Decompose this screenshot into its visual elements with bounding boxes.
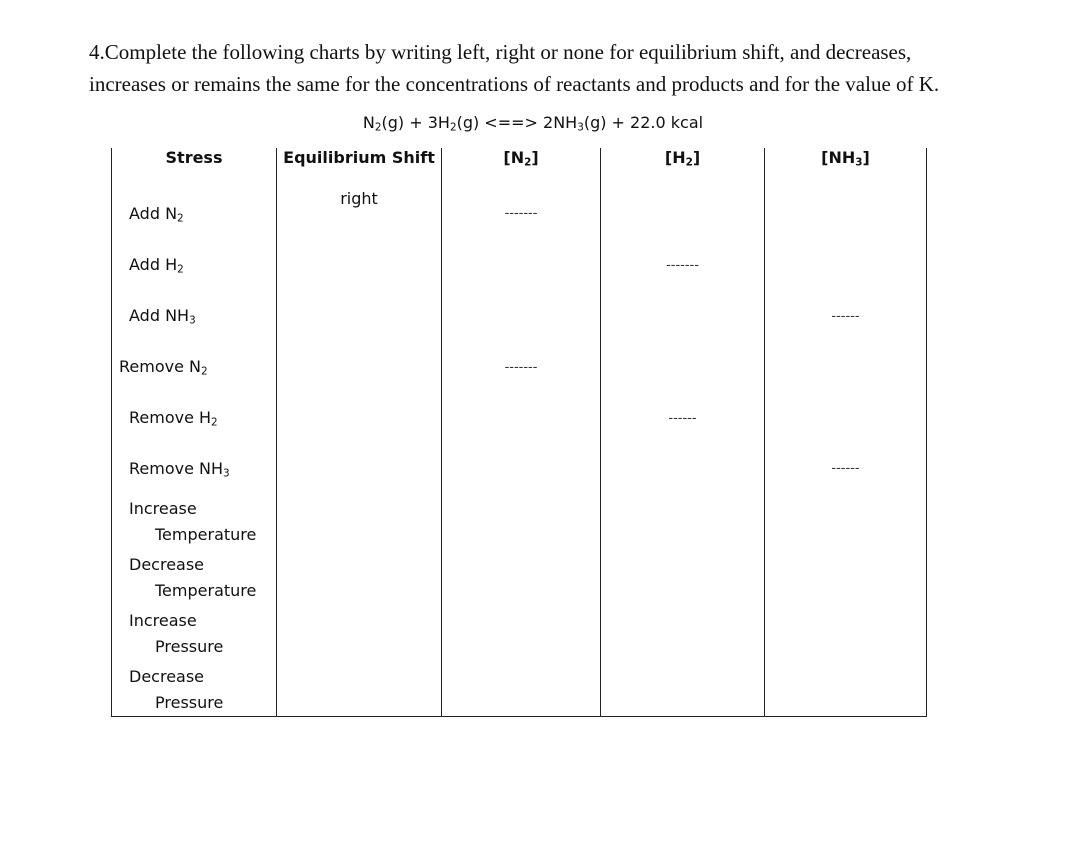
n2-cell[interactable] bbox=[442, 186, 601, 237]
nh3-cell[interactable] bbox=[765, 390, 927, 441]
stress-cell: Decrease Temperature bbox=[112, 548, 277, 604]
nh3-cell[interactable] bbox=[765, 604, 927, 660]
table-row bbox=[112, 492, 927, 548]
n2-cell[interactable] bbox=[442, 660, 601, 717]
stress-cell: Increase Temperature bbox=[112, 492, 277, 548]
n2-cell[interactable] bbox=[442, 548, 601, 604]
shift-cell[interactable] bbox=[277, 660, 442, 717]
h2-cell[interactable] bbox=[601, 492, 765, 548]
shift-cell[interactable] bbox=[277, 604, 442, 660]
table-row bbox=[112, 660, 927, 717]
n2-cell[interactable] bbox=[442, 492, 601, 548]
not-applicable-dash: ------- bbox=[504, 360, 538, 375]
shift-cell[interactable] bbox=[277, 288, 442, 339]
n2-cell[interactable] bbox=[442, 604, 601, 660]
nh3-cell[interactable] bbox=[765, 660, 927, 717]
table-row bbox=[112, 186, 927, 237]
stress-cell: Add $N_2$ bbox=[112, 186, 277, 237]
eq-nh3-sub: 3 bbox=[577, 121, 584, 134]
stress-cell: Decrease Pressure bbox=[112, 660, 277, 717]
nh3-cell[interactable] bbox=[765, 492, 927, 548]
h2-cell[interactable] bbox=[601, 390, 765, 441]
h2-cell[interactable] bbox=[601, 237, 765, 288]
h2-cell[interactable] bbox=[601, 186, 765, 237]
h2-cell[interactable] bbox=[601, 441, 765, 492]
header-stress: Stress bbox=[112, 148, 277, 186]
header-nh3: $[NH_3]$ bbox=[765, 148, 927, 186]
nh3-cell[interactable] bbox=[765, 441, 927, 492]
not-applicable-dash: ------ bbox=[668, 411, 697, 426]
h2-cell[interactable] bbox=[601, 288, 765, 339]
h2-cell[interactable] bbox=[601, 660, 765, 717]
shift-value: right bbox=[340, 189, 378, 208]
shift-cell[interactable] bbox=[277, 339, 442, 390]
table-row bbox=[112, 604, 927, 660]
stress-cell: Remove $NH_3$ bbox=[112, 441, 277, 492]
n2-cell[interactable] bbox=[442, 237, 601, 288]
table-row bbox=[112, 441, 927, 492]
table-row bbox=[112, 548, 927, 604]
nh3-cell[interactable] bbox=[765, 237, 927, 288]
equilibrium-chart bbox=[111, 148, 927, 717]
eq-h2: (g) + 3H bbox=[381, 113, 450, 132]
n2-cell[interactable] bbox=[442, 339, 601, 390]
header-h2: $[H_2]$ bbox=[601, 148, 765, 186]
nh3-cell[interactable] bbox=[765, 548, 927, 604]
shift-cell[interactable] bbox=[277, 237, 442, 288]
header-row bbox=[112, 148, 927, 186]
header-equilibrium-shift: Equilibrium Shift bbox=[277, 148, 442, 186]
h2-cell[interactable] bbox=[601, 604, 765, 660]
nh3-cell[interactable] bbox=[765, 339, 927, 390]
stress-cell: Add $H_2$ bbox=[112, 237, 277, 288]
reaction-equation bbox=[0, 111, 1080, 135]
not-applicable-dash: ------- bbox=[504, 206, 538, 221]
not-applicable-dash: ------- bbox=[666, 258, 699, 273]
eq-n2-sub: 2 bbox=[374, 121, 382, 134]
nh3-cell[interactable] bbox=[765, 288, 927, 339]
table-row bbox=[112, 390, 927, 441]
eq-nh3: (g) <==> 2NH bbox=[456, 113, 578, 132]
header-n2: $[N_2]$ bbox=[442, 148, 601, 186]
shift-cell[interactable] bbox=[277, 390, 442, 441]
instructions bbox=[89, 36, 1049, 100]
h2-cell[interactable] bbox=[601, 339, 765, 390]
table-row bbox=[112, 339, 927, 390]
not-applicable-dash: ------ bbox=[831, 309, 860, 324]
eq-h2-sub: 2 bbox=[449, 121, 457, 134]
stress-cell: Add $NH_3$ bbox=[112, 288, 277, 339]
stress-cell: Remove $N_2$ bbox=[112, 339, 277, 390]
eq-tail: (g) + 22.0 kcal bbox=[583, 113, 704, 132]
shift-cell[interactable] bbox=[277, 548, 442, 604]
table-row bbox=[112, 237, 927, 288]
stress-cell: Increase Pressure bbox=[112, 604, 277, 660]
n2-cell[interactable] bbox=[442, 288, 601, 339]
instructions-line-1: 4.Complete the following charts by writing left, right or none for equilibrium shift, and decreases, bbox=[89, 40, 912, 64]
shift-cell[interactable] bbox=[277, 492, 442, 548]
n2-cell[interactable] bbox=[442, 390, 601, 441]
eq-n2: N bbox=[362, 113, 375, 132]
stress-cell: Remove $H_2$ bbox=[112, 390, 277, 441]
shift-cell[interactable] bbox=[277, 186, 442, 237]
h2-cell[interactable] bbox=[601, 548, 765, 604]
instructions-line-2: increases or remains the same for the concentrations of reactants and products and for the value of K. bbox=[89, 72, 940, 96]
shift-cell[interactable] bbox=[277, 441, 442, 492]
not-applicable-dash: ------ bbox=[831, 461, 860, 476]
nh3-cell[interactable] bbox=[765, 186, 927, 237]
n2-cell[interactable] bbox=[442, 441, 601, 492]
table-row bbox=[112, 288, 927, 339]
